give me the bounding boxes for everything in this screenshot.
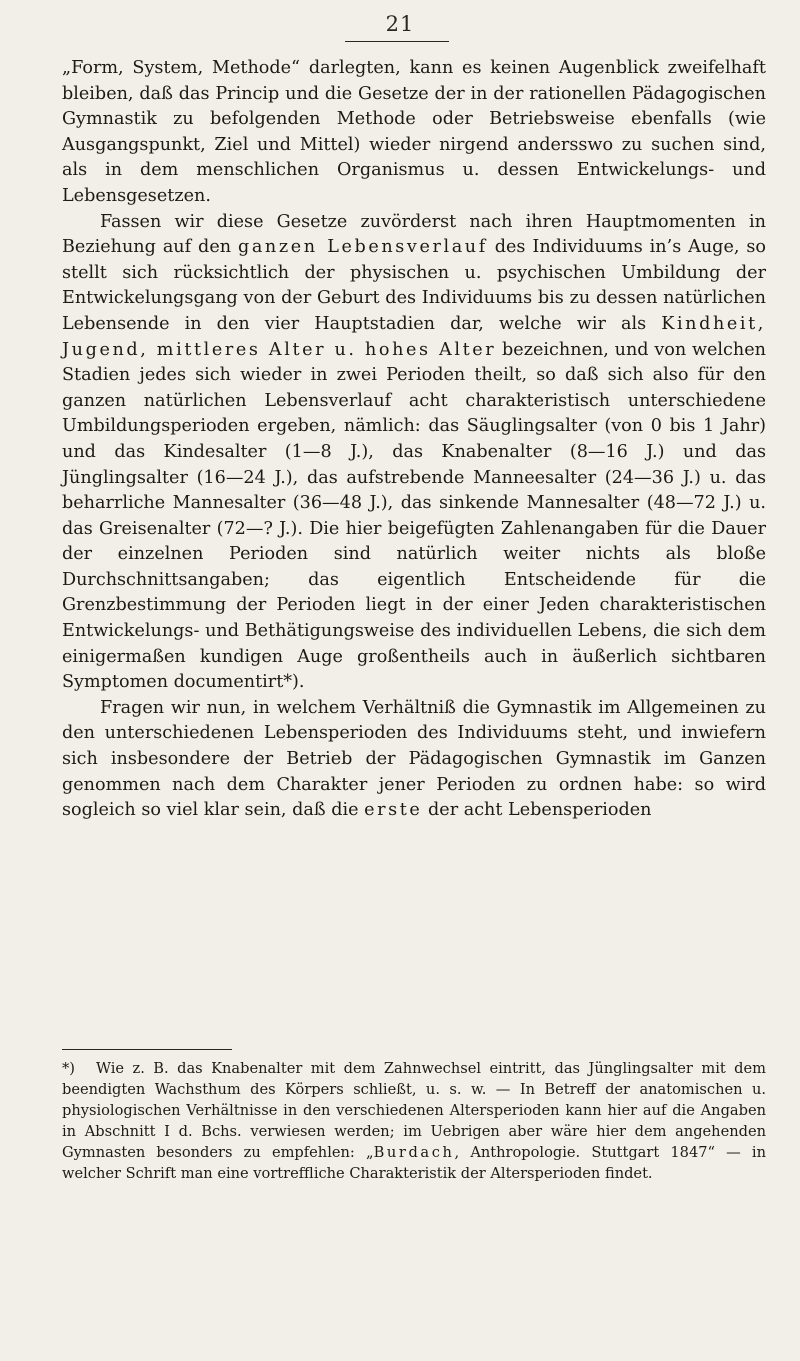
paragraph-2-spaced-a: ganzen Lebensverlauf xyxy=(237,237,488,258)
paragraph-2 xyxy=(62,210,766,696)
footnote-text-b: , Anthropologie. Stuttgart 1847“ — in welcher Schrift man eine vortreffliche Charakteristik der Altersperioden findet. xyxy=(62,1144,766,1182)
footnote-text-a: Wie z. B. das Knabenalter mit dem Zahnwechsel eintritt, das Jünglingsalter mit dem beendigten Wachsthum des Körpers schließt, u. s. w. — In Betreff der anatomischen u. physiologischen Verhältnisse in den verschiedenen Altersperioden kann hier auf die Angaben in Abschnitt I d. Bchs. verwiesen werden; im Uebrigen aber wäre hier dem angehenden Gymnasten besonders zu empfehlen: „ xyxy=(62,1060,766,1161)
paragraph-3-text-a: Fragen wir nun, in welchem Verhältniß die Gymnastik im Allgemeinen zu den unterschiedenen Lebensperioden des Individuums steht, und inwiefern sich insbesondere der Betrieb der Pädagogischen Gymnastik im Ganzen genommen nach dem Charakter jener Perioden zu ordnen habe: so wird sogleich so viel klar sein, daß die xyxy=(62,697,766,821)
paragraph-3-text-b: der acht Lebensperioden xyxy=(422,800,652,821)
paragraph-2-text-c: bezeichnen, und von welchen Stadien jedes sich wieder in zwei Perioden theilt, so daß sich also für den ganzen natürlichen Lebensverlauf acht charakteristisch unterschiedene Umbildungsperioden ergeben, nämlich: das Säuglingsalter (von 0 bis 1 Jahr) und das Kindesalter (1—8 J.), das Knabenalter (8—16 J.) und das Jünglingsalter (16—24 J.), das aufstrebende Manneesalter (24—36 J.) u. das beharrliche Mannesalter (36—48 J.), das sinkende Mannesalter (48—72 J.) u. das Greisenalter (72—? J.). Die hier beigefügten Zahlenangaben für die Dauer der einzelnen Perioden sind natürlich weiter nichts als bloße Durchschnittsangaben; das eigentlich Entscheidende für die Grenzbestimmung der Perioden liegt in der einer Jeden charakteristischen Entwickelungs- und Bethätigungsweise des individuellen Lebens, die sich dem einigermaßen kundigen Auge großentheils auch in äußerlich sichtbaren Symptomen documentirt*). xyxy=(62,339,766,693)
paragraph-2-text-a: Fassen wir diese Gesetze zuvörderst nach ihren Hauptmomenten in Beziehung auf den xyxy=(62,211,766,258)
paragraph-1 xyxy=(62,56,766,210)
page-number: 21 xyxy=(385,12,415,36)
header-rule xyxy=(345,41,449,42)
footnote-author: Burdach xyxy=(373,1144,455,1161)
paragraph-3 xyxy=(62,696,766,824)
footnote-rule xyxy=(62,1049,232,1050)
paragraph-2-text-b: des Individuums in’s Auge, so stellt sich rücksichtlich der physischen u. psychischen Umbildung der Entwickelungsgang von der Geburt des Individuums bis zu dessen natürlichen Lebensende in den vier Hauptstadien dar, welche wir als xyxy=(62,237,766,334)
body-text xyxy=(62,56,766,824)
footnote xyxy=(62,1058,766,1184)
paragraph-2-spaced-b: Kindheit, Jugend, mittleres Alter u. hohes Alter xyxy=(62,313,766,360)
footnote-mark: *) xyxy=(62,1060,75,1077)
paragraph-3-spaced: erste xyxy=(364,800,423,821)
paragraph-1-text: „Form, System, Methode“ darlegten, kann es keinen Augenblick zweifelhaft bleiben, daß das Princip und die Gesetze der in der rationellen Pädagogischen Gymnastik zu befolgenden Methode oder Betriebsweise ebenfalls (wie Ausgangspunkt, Ziel und Mittel) wieder nirgend andersswo zu suchen sind, als in dem menschlichen Organismus u. dessen Entwickelungs- und Lebensgesetzen. xyxy=(62,58,766,206)
